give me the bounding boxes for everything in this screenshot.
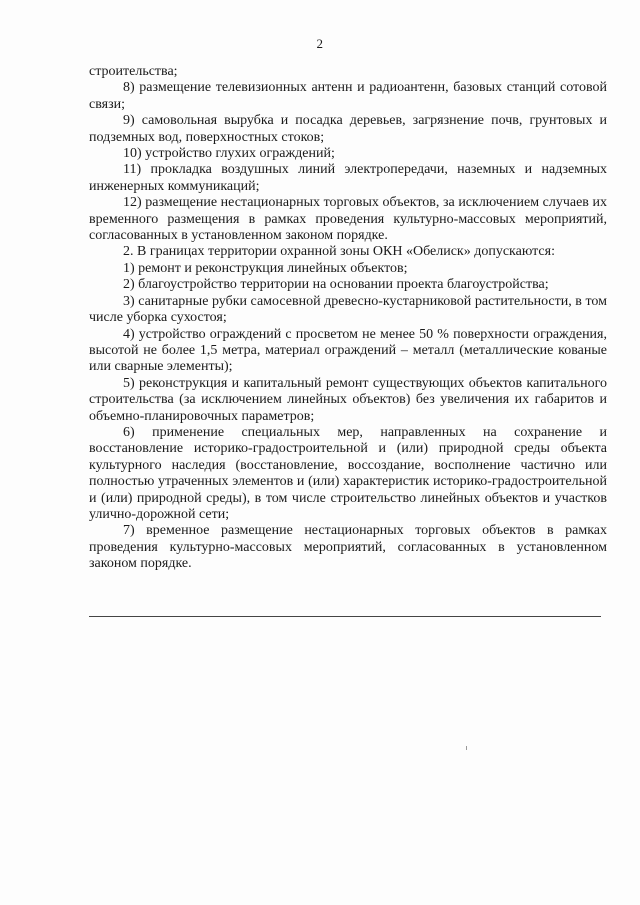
page-number: 2	[316, 36, 324, 51]
end-separator-line	[89, 616, 601, 617]
paragraph-item-9: 9) самовольная вырубка и посадка деревьев, загрязнение почв, грунтовых и подземных вод, поверхностных стоков;	[89, 113, 607, 145]
paragraph-continuation: строительства;	[89, 64, 178, 79]
paragraph-item-10: 10) устройство глухих ограждений;	[123, 146, 335, 162]
paragraph-item-12: 12) размещение нестационарных торговых объектов, за исключением случаев их временного размещения в рамках проведения культурно-массовых мероприятий, согласованных в установленном законом порядке.	[89, 195, 607, 244]
paragraph-allowed-4: 4) устройство ограждений с просветом не менее 50 % поверхности ограждения, высотой не более 1,5 метра, материал ограждений – металл (металлические кованые или сварные элементы);	[89, 326, 607, 375]
document-body	[89, 64, 607, 573]
paragraph-allowed-1: 1) ремонт и реконструкция линейных объектов;	[123, 260, 408, 276]
paragraph-allowed-2: 2) благоустройство территории на основании проекта благоустройства;	[123, 277, 549, 293]
paragraph-allowed-7: 7) временное размещение нестационарных торговых объектов в рамках проведения культурно-массовых мероприятий, согласованных в установленном законом порядке.	[89, 523, 607, 572]
paragraph-allowed-3: 3) санитарные рубки самосевной древесно-кустарниковой растительности, в том числе уборка сухостоя;	[89, 293, 607, 326]
paragraph-item-8: 8) размещение телевизионных антенн и радиоантенн, базовых станций сотовой связи;	[89, 80, 607, 112]
section-heading-2: 2. В границах территории охранной зоны ОКН «Обелиск» допускаются:	[123, 244, 555, 260]
scan-speck	[466, 746, 467, 750]
paragraph-item-11: 11) прокладка воздушных линий электропередачи, наземных и надземных инженерных коммуникаций;	[89, 162, 607, 194]
paragraph-allowed-6: 6) применение специальных мер, направленных на сохранение и восстановление историко-градостроительной и (или) природной среды объекта культурного наследия (восстановление, воссоздание, восполнение частично или полностью утраченных элементов и (или) характеристик историко-градостроительной и (или) природной среды), в том числе строительство линейных объектов и участков улично-дорожной сети;	[89, 424, 607, 522]
paragraph-allowed-5: 5) реконструкция и капитальный ремонт существующих объектов капитального строительства (за исключением линейных объектов) без увеличения их габаритов и объемно-планировочных параметров;	[89, 375, 607, 424]
